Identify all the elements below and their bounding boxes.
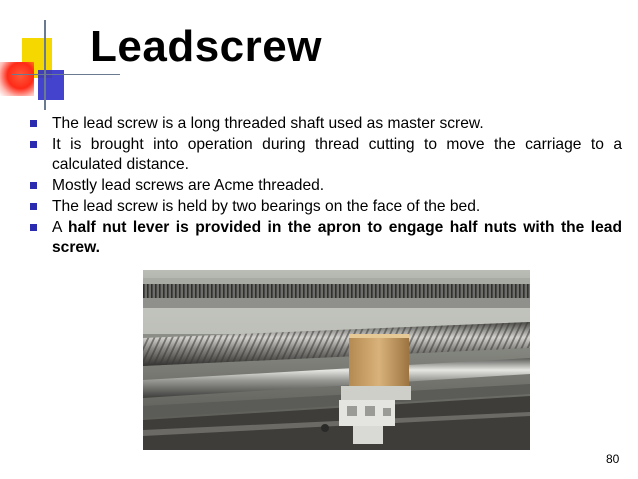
bullet-text: The lead screw is a long threaded shaft used as master screw. xyxy=(52,115,484,132)
bullet-marker-icon xyxy=(30,141,37,148)
bullet-marker-icon xyxy=(30,120,37,127)
lead-screw-photo-illustration xyxy=(143,270,530,450)
bullet-item xyxy=(30,176,622,196)
bullet-bold-text: half nut lever is provided in the apron to engage half nuts with the lead screw. xyxy=(52,219,623,256)
slide-title: Leadscrew xyxy=(90,22,322,71)
page-number: 80 xyxy=(606,452,620,466)
bullet-list xyxy=(30,114,622,259)
bullet-prefix: A xyxy=(52,219,69,236)
decoration-horizontal-line xyxy=(12,74,120,75)
bullet-text: Mostly lead screws are Acme threaded. xyxy=(52,177,325,194)
bullet-text: It is brought into operation during thread cutting to move the carriage to a calculated distance. xyxy=(52,136,622,173)
bullet-item xyxy=(30,135,622,175)
bullet-item xyxy=(30,218,622,258)
bullet-marker-icon xyxy=(30,182,37,189)
bullet-marker-icon xyxy=(30,224,37,231)
lead-screw-photo xyxy=(143,270,530,450)
bullet-marker-icon xyxy=(30,203,37,210)
bullet-item xyxy=(30,114,622,134)
bullet-item xyxy=(30,197,622,217)
decoration-vertical-line xyxy=(44,20,46,110)
bullet-text: The lead screw is held by two bearings on the face of the bed. xyxy=(52,198,481,215)
decoration-red-blob xyxy=(0,62,34,96)
